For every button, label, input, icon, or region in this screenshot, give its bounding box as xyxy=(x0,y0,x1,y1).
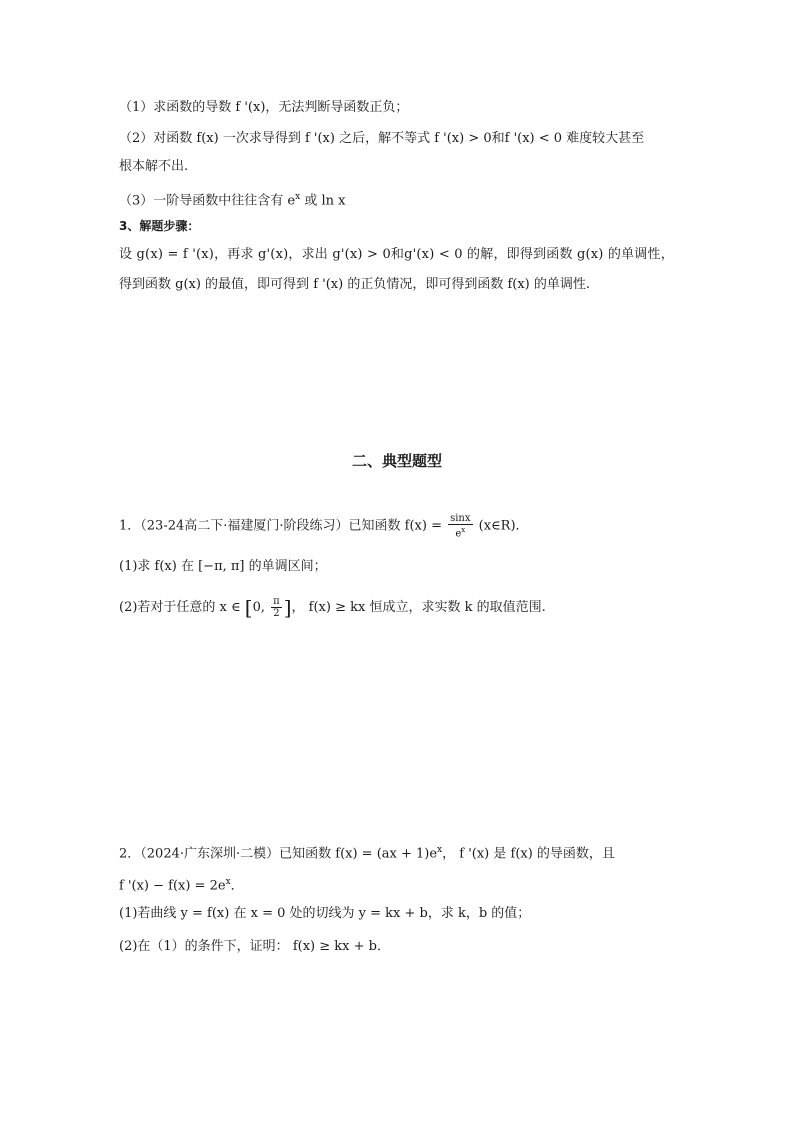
problem-1-stem xyxy=(119,513,684,539)
p2-stem-line1: 2．（2024·广东深圳·二模）已知函数 f(x) = (ax + 1)e xyxy=(119,846,438,862)
item3-sup: x xyxy=(295,192,301,202)
item3-tail: 或 ln x xyxy=(300,193,346,209)
problem-2-stem xyxy=(119,841,684,863)
p1-q2-pi-fraction xyxy=(271,596,282,619)
p2-stem-line1-tail: ， f '(x) 是 f(x) 的导函数，且 xyxy=(442,846,615,862)
p2-stem-line1-sup: x xyxy=(437,845,443,855)
difficulty-item-3 xyxy=(119,188,684,210)
difficulty-item-2-cont: 根本解不出. xyxy=(119,159,189,174)
difficulty-item-2: （2）对函数 f(x) 一次求导得到 f '(x) 之后，解不等式 f '(x) > 0和f '(x) < 0 难度较大甚至 xyxy=(119,131,645,146)
problem-1-q1: (1)求 f(x) 在 [−π, π] 的单调区间； xyxy=(119,559,327,574)
p1-q2-bracket-right: ] xyxy=(283,595,292,620)
p2-stem-line2-sup: x xyxy=(225,877,231,887)
p1-stem-suffix: (x∈R)． xyxy=(478,518,529,534)
section-title: 二、典型题型 xyxy=(351,452,442,470)
steps-line-1: 设 g(x) = f '(x)，再求 g'(x)，求出 g'(x) > 0和g'(x) < 0 的解，即得到函数 g(x) 的单调性， xyxy=(119,247,674,262)
p1-q2-prefix: (2)若对于任意的 x ∈ xyxy=(119,600,245,615)
problem-2-q1: (1)若曲线 y = f(x) 在 x = 0 处的切线为 y = kx + b，求 k，b 的值； xyxy=(119,906,531,921)
p1-q2-suffix: ， f(x) ≥ kx 恒成立，求实数 k 的取值范围. xyxy=(291,600,546,615)
p1-fraction xyxy=(448,513,472,539)
p1-stem-prefix: 1．（23-24高二下·福建厦门·阶段练习）已知函数 f(x) = xyxy=(119,518,447,534)
p1-frac-num: sinx xyxy=(450,513,471,524)
p1-frac-den-base: e xyxy=(455,528,462,540)
problem-2-stem-cont xyxy=(119,873,684,895)
difficulty-item-1: （1）求函数的导数 f '(x)，无法判断导函数正负； xyxy=(119,100,409,115)
p1-frac-den xyxy=(448,525,472,539)
steps-line-2: 得到函数 g(x) 的最值，即可得到 f '(x) 的正负情况，即可得到函数 f(x) 的单调性. xyxy=(119,277,591,292)
p2-stem-line2: f '(x) − f(x) = 2e xyxy=(119,878,226,894)
p1-frac-den-sup: x xyxy=(461,526,466,534)
p1-q2-bracket-left: [ xyxy=(244,595,253,620)
p1-q2-pi-num: π xyxy=(273,596,280,607)
item3-text: （3）一阶导函数中往往含有 e xyxy=(119,193,296,209)
steps-heading: 3、解题步骤： xyxy=(119,219,200,233)
p2-stem-line2-tail: ． xyxy=(230,878,244,894)
problem-2-q2: (2)在（1）的条件下，证明： f(x) ≥ kx + b． xyxy=(119,939,390,954)
p1-q2-pi-den: 2 xyxy=(273,608,280,619)
problem-1-q2 xyxy=(119,596,684,619)
p1-q2-interval-left: 0, xyxy=(252,600,270,615)
